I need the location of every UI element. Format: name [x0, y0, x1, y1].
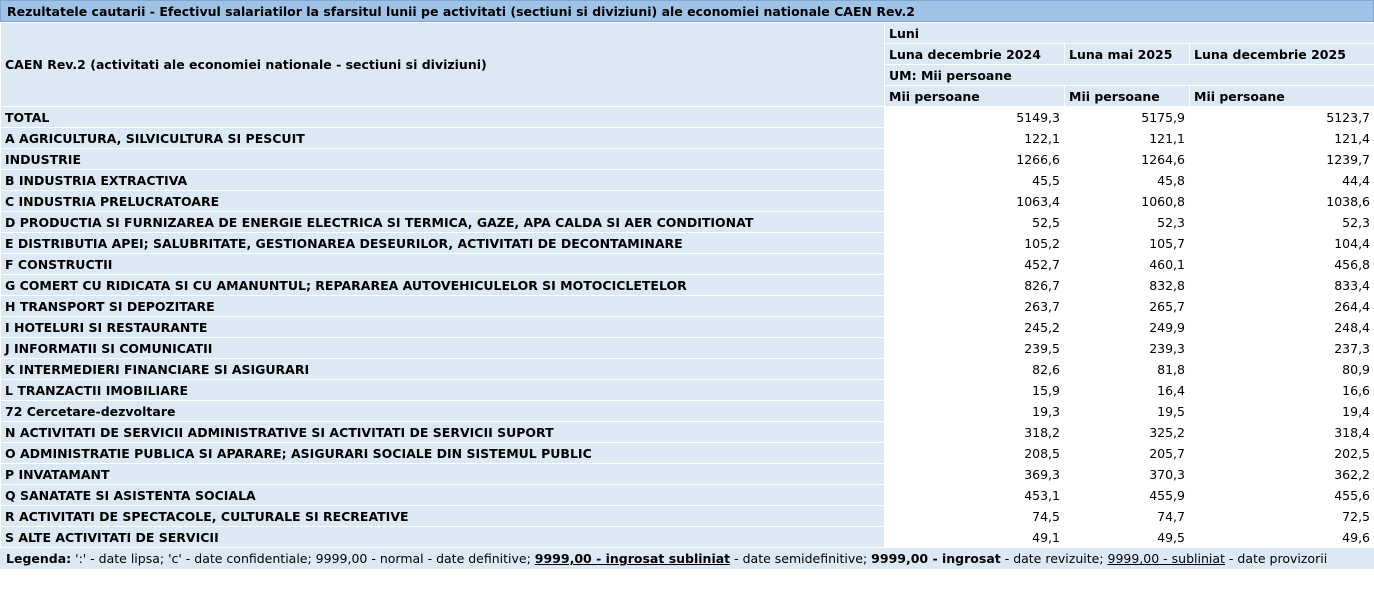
group-header-luni: Luni — [885, 23, 1374, 44]
row-value: 318,4 — [1190, 422, 1374, 443]
row-value: 52,5 — [885, 212, 1065, 233]
table-row — [1, 422, 1374, 443]
row-value: 237,3 — [1190, 338, 1374, 359]
row-value: 52,3 — [1190, 212, 1374, 233]
row-value: 105,7 — [1065, 233, 1190, 254]
row-value: 121,1 — [1065, 128, 1190, 149]
row-value: 369,3 — [885, 464, 1065, 485]
row-label: F CONSTRUCTII — [1, 254, 885, 275]
row-value: 1063,4 — [885, 191, 1065, 212]
legend-provisional-sample: 9999,00 - subliniat — [1107, 551, 1225, 566]
table-row — [1, 506, 1374, 527]
row-value: 80,9 — [1190, 359, 1374, 380]
row-label: TOTAL — [1, 107, 885, 128]
row-label: L TRANZACTII IMOBILIARE — [1, 380, 885, 401]
legend — [0, 548, 1374, 569]
legend-semidefinitive-sample: 9999,00 - ingrosat subliniat — [534, 551, 731, 566]
row-value: 105,2 — [885, 233, 1065, 254]
row-value: 362,2 — [1190, 464, 1374, 485]
row-value: 245,2 — [885, 317, 1065, 338]
legend-label: Legenda: — [6, 551, 72, 566]
table-row — [1, 443, 1374, 464]
row-value: 44,4 — [1190, 170, 1374, 191]
row-value: 49,6 — [1190, 527, 1374, 548]
table-row — [1, 128, 1374, 149]
row-value: 370,3 — [1065, 464, 1190, 485]
row-label: P INVATAMANT — [1, 464, 885, 485]
row-value: 249,9 — [1065, 317, 1190, 338]
um-header: UM: Mii persoane — [885, 65, 1374, 86]
row-value: 16,4 — [1065, 380, 1190, 401]
table-row — [1, 212, 1374, 233]
row-label: G COMERT CU RIDICATA SI CU AMANUNTUL; REPARAREA AUTOVEHICULELOR SI MOTOCICLETELOR — [1, 275, 885, 296]
row-value: 239,3 — [1065, 338, 1190, 359]
row-value: 1264,6 — [1065, 149, 1190, 170]
row-label: A AGRICULTURA, SILVICULTURA SI PESCUIT — [1, 128, 885, 149]
row-value: 826,7 — [885, 275, 1065, 296]
col-header-dec-2024: Luna decembrie 2024 — [885, 44, 1065, 65]
table-row — [1, 464, 1374, 485]
row-label: B INDUSTRIA EXTRACTIVA — [1, 170, 885, 191]
row-value: 5123,7 — [1190, 107, 1374, 128]
row-value: 318,2 — [885, 422, 1065, 443]
legend-text-1: ':' - date lipsa; 'c' - date confidentiale; 9999,00 - normal - date definitive; — [71, 551, 535, 566]
row-value: 45,8 — [1065, 170, 1190, 191]
row-value: 104,4 — [1190, 233, 1374, 254]
row-label: H TRANSPORT SI DEPOZITARE — [1, 296, 885, 317]
row-value: 460,1 — [1065, 254, 1190, 275]
row-value: 49,5 — [1065, 527, 1190, 548]
unit-header-2: Mii persoane — [1065, 86, 1190, 107]
row-value: 1266,6 — [885, 149, 1065, 170]
row-value: 45,5 — [885, 170, 1065, 191]
row-header: CAEN Rev.2 (activitati ale economiei nationale - sectiuni si diviziuni) — [1, 23, 885, 107]
row-value: 205,7 — [1065, 443, 1190, 464]
row-value: 19,4 — [1190, 401, 1374, 422]
row-value: 1038,6 — [1190, 191, 1374, 212]
row-value: 72,5 — [1190, 506, 1374, 527]
results-title: Rezultatele cautarii - Efectivul salariatilor la sfarsitul lunii pe activitati (sectiuni si diviziuni) ale economiei nationale CAEN Rev.2 — [0, 0, 1374, 22]
table-row — [1, 527, 1374, 548]
row-value: 19,3 — [885, 401, 1065, 422]
row-value: 263,7 — [885, 296, 1065, 317]
results-table — [0, 22, 1374, 548]
row-label: N ACTIVITATI DE SERVICII ADMINISTRATIVE SI ACTIVITATI DE SERVICII SUPORT — [1, 422, 885, 443]
row-label: I HOTELURI SI RESTAURANTE — [1, 317, 885, 338]
table-body — [1, 107, 1374, 548]
table-row — [1, 233, 1374, 254]
row-label: R ACTIVITATI DE SPECTACOLE, CULTURALE SI RECREATIVE — [1, 506, 885, 527]
legend-text-4: - date provizorii — [1224, 551, 1328, 566]
row-value: 49,1 — [885, 527, 1065, 548]
row-value: 81,8 — [1065, 359, 1190, 380]
row-label: J INFORMATII SI COMUNICATII — [1, 338, 885, 359]
table-row — [1, 107, 1374, 128]
legend-text-3: - date revizuite; — [1000, 551, 1108, 566]
row-value: 82,6 — [885, 359, 1065, 380]
unit-header-3: Mii persoane — [1190, 86, 1374, 107]
row-value: 74,5 — [885, 506, 1065, 527]
row-label: O ADMINISTRATIE PUBLICA SI APARARE; ASIGURARI SOCIALE DIN SISTEMUL PUBLIC — [1, 443, 885, 464]
row-label: C INDUSTRIA PRELUCRATOARE — [1, 191, 885, 212]
row-value: 265,7 — [1065, 296, 1190, 317]
row-value: 239,5 — [885, 338, 1065, 359]
row-value: 1060,8 — [1065, 191, 1190, 212]
row-label: Q SANATATE SI ASISTENTA SOCIALA — [1, 485, 885, 506]
table-row — [1, 359, 1374, 380]
table-row — [1, 380, 1374, 401]
row-value: 208,5 — [885, 443, 1065, 464]
table-row — [1, 149, 1374, 170]
table-row — [1, 338, 1374, 359]
row-value: 455,6 — [1190, 485, 1374, 506]
row-value: 832,8 — [1065, 275, 1190, 296]
col-header-dec-2025: Luna decembrie 2025 — [1190, 44, 1374, 65]
row-value: 202,5 — [1190, 443, 1374, 464]
table-row — [1, 296, 1374, 317]
col-header-mai-2025: Luna mai 2025 — [1065, 44, 1190, 65]
row-value: 5175,9 — [1065, 107, 1190, 128]
row-value: 264,4 — [1190, 296, 1374, 317]
unit-header-1: Mii persoane — [885, 86, 1065, 107]
row-value: 121,4 — [1190, 128, 1374, 149]
table-row — [1, 275, 1374, 296]
row-value: 19,5 — [1065, 401, 1190, 422]
row-label: E DISTRIBUTIA APEI; SALUBRITATE, GESTIONAREA DESEURILOR, ACTIVITATI DE DECONTAMINARE — [1, 233, 885, 254]
table-row — [1, 191, 1374, 212]
table-row — [1, 485, 1374, 506]
table-row — [1, 170, 1374, 191]
legend-text-2: - date semidefinitive; — [730, 551, 872, 566]
row-label: S ALTE ACTIVITATI DE SERVICII — [1, 527, 885, 548]
row-value: 455,9 — [1065, 485, 1190, 506]
row-value: 52,3 — [1065, 212, 1190, 233]
table-row — [1, 254, 1374, 275]
legend-revised-sample: 9999,00 - ingrosat — [871, 551, 1001, 566]
row-value: 453,1 — [885, 485, 1065, 506]
row-value: 248,4 — [1190, 317, 1374, 338]
row-label: INDUSTRIE — [1, 149, 885, 170]
row-label: 72 Cercetare-dezvoltare — [1, 401, 885, 422]
table-row — [1, 401, 1374, 422]
row-value: 1239,7 — [1190, 149, 1374, 170]
row-label: K INTERMEDIERI FINANCIARE SI ASIGURARI — [1, 359, 885, 380]
row-label: D PRODUCTIA SI FURNIZAREA DE ENERGIE ELECTRICA SI TERMICA, GAZE, APA CALDA SI AER CONDITIONAT — [1, 212, 885, 233]
row-value: 15,9 — [885, 380, 1065, 401]
row-value: 74,7 — [1065, 506, 1190, 527]
table-row — [1, 317, 1374, 338]
row-value: 16,6 — [1190, 380, 1374, 401]
row-value: 452,7 — [885, 254, 1065, 275]
row-value: 5149,3 — [885, 107, 1065, 128]
row-value: 122,1 — [885, 128, 1065, 149]
row-value: 325,2 — [1065, 422, 1190, 443]
row-value: 833,4 — [1190, 275, 1374, 296]
row-value: 456,8 — [1190, 254, 1374, 275]
